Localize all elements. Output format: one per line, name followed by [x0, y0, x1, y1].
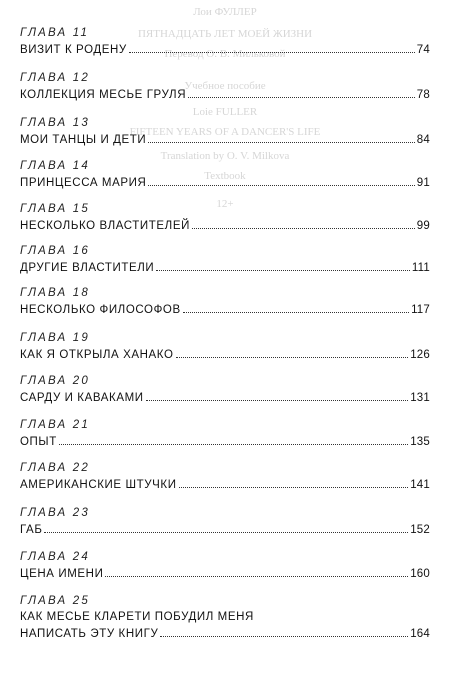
toc-row[interactable] [20, 131, 430, 148]
page-number: 131 [410, 392, 430, 404]
chapter-title: ОПЫТ [20, 436, 57, 448]
page-number: 74 [416, 44, 430, 56]
page-number: 135 [410, 436, 430, 448]
chapter-title: НЕСКОЛЬКО ВЛАСТИТЕЛЕЙ [20, 220, 190, 232]
dot-leader [176, 346, 409, 358]
toc-row[interactable] [20, 86, 430, 103]
chapter-label: ГЛАВА 18 [20, 287, 90, 299]
dot-leader [59, 433, 408, 445]
toc-entry-24 [20, 549, 430, 582]
page-number: 91 [416, 177, 430, 189]
toc-entry-23 [20, 505, 430, 538]
chapter-label: ГЛАВА 16 [20, 245, 90, 257]
toc-row[interactable] [20, 174, 430, 191]
dot-leader [156, 259, 410, 271]
toc-entry-25 [20, 593, 430, 642]
toc-row-line1[interactable] [20, 609, 430, 625]
page-number: 78 [416, 89, 430, 101]
chapter-label: ГЛАВА 20 [20, 375, 90, 387]
page-number: 117 [411, 304, 430, 316]
dot-leader [188, 86, 415, 98]
page-number: 141 [410, 479, 430, 491]
toc-entry-15 [20, 201, 430, 234]
chapter-title: КОЛЛЕКЦИЯ МЕСЬЕ ГРУЛЯ [20, 89, 187, 101]
chapter-label: ГЛАВА 19 [20, 332, 90, 344]
chapter-title: САРДУ И КАВАКАМИ [20, 392, 144, 404]
dot-leader [160, 625, 408, 637]
chapter-title: ПРИНЦЕССА МАРИЯ [20, 177, 147, 189]
ghost-title: ПЯТНАДЦАТЬ ЛЕТ МОЕЙ ЖИЗНИ [137, 28, 313, 40]
chapter-label: ГЛАВА 25 [20, 595, 90, 607]
toc-entry-21 [20, 417, 430, 450]
chapter-label: ГЛАВА 13 [20, 117, 90, 129]
page-number: 111 [411, 262, 430, 274]
dot-leader [192, 217, 415, 229]
ghost-translator-en: Translation by O. V. Milkova [160, 150, 290, 162]
chapter-title: НЕСКОЛЬКО ФИЛОСОФОВ [20, 304, 181, 316]
ghost-genre-en: Textbook [204, 170, 246, 182]
chapter-label: ГЛАВА 15 [20, 203, 90, 215]
chapter-label: ГЛАВА 14 [20, 160, 90, 172]
chapter-label: ГЛАВА 11 [20, 27, 90, 39]
chapter-title: АМЕРИКАНСКИЕ ШТУЧКИ [20, 479, 177, 491]
toc-row[interactable] [20, 217, 430, 234]
ghost-author: Лои ФУЛЛЕР [193, 6, 257, 18]
chapter-label: ГЛАВА 22 [20, 462, 90, 474]
dot-leader [44, 521, 408, 533]
dot-leader [148, 131, 415, 143]
ghost-translator: Перевод О. В. Мильковой [164, 48, 286, 60]
toc-entry-13 [20, 115, 430, 148]
dot-leader [179, 476, 409, 488]
toc-entry-19 [20, 330, 430, 363]
ghost-genre: Учебное пособие [184, 80, 266, 92]
chapter-label: ГЛАВА 24 [20, 551, 90, 563]
dot-leader [129, 41, 415, 53]
toc-row[interactable] [20, 346, 430, 363]
toc-entry-11 [20, 25, 430, 58]
toc-entry-16 [20, 243, 430, 276]
chapter-title: МОИ ТАНЦЫ И ДЕТИ [20, 134, 147, 146]
toc-entry-18 [20, 285, 430, 318]
ghost-author-en: Loie FULLER [192, 106, 258, 118]
dot-leader [148, 174, 414, 186]
dot-leader [183, 301, 409, 313]
chapter-title: КАК Я ОТКРЫЛА ХАНАКО [20, 349, 174, 361]
page-number: 160 [410, 568, 430, 580]
toc-row[interactable] [20, 433, 430, 450]
dot-leader [146, 389, 409, 401]
chapter-title-line1: КАК МЕСЬЕ КЛАРЕТИ ПОБУДИЛ МЕНЯ [20, 611, 254, 623]
toc-row[interactable] [20, 389, 430, 406]
page-number: 126 [410, 349, 430, 361]
toc-row[interactable] [20, 565, 430, 582]
chapter-title: ГАБ [20, 524, 43, 536]
chapter-title: НАПИСАТЬ ЭТУ КНИГУ [20, 628, 159, 640]
toc-row[interactable] [20, 301, 430, 318]
toc-row[interactable] [20, 625, 430, 642]
page-number: 164 [410, 628, 430, 640]
chapter-label: ГЛАВА 12 [20, 72, 90, 84]
chapter-title: ДРУГИЕ ВЛАСТИТЕЛИ [20, 262, 155, 274]
toc-row[interactable] [20, 259, 430, 276]
ghost-age-rating: 12+ [216, 198, 234, 210]
chapter-title: ЦЕНА ИМЕНИ [20, 568, 104, 580]
toc-entry-12 [20, 70, 430, 103]
toc-row[interactable] [20, 41, 430, 58]
page-number: 152 [410, 524, 430, 536]
toc-row[interactable] [20, 476, 430, 493]
page-number: 99 [416, 220, 430, 232]
chapter-label: ГЛАВА 23 [20, 507, 90, 519]
toc-entry-20 [20, 373, 430, 406]
chapter-title: ВИЗИТ К РОДЕНУ [20, 44, 127, 56]
toc-row[interactable] [20, 521, 430, 538]
toc-entry-14 [20, 158, 430, 191]
toc-entry-22 [20, 460, 430, 493]
chapter-label: ГЛАВА 21 [20, 419, 90, 431]
dot-leader [105, 565, 408, 577]
page-number: 84 [416, 134, 430, 146]
ghost-title-en: FIFTEEN YEARS OF A DANCER'S LIFE [129, 126, 321, 138]
